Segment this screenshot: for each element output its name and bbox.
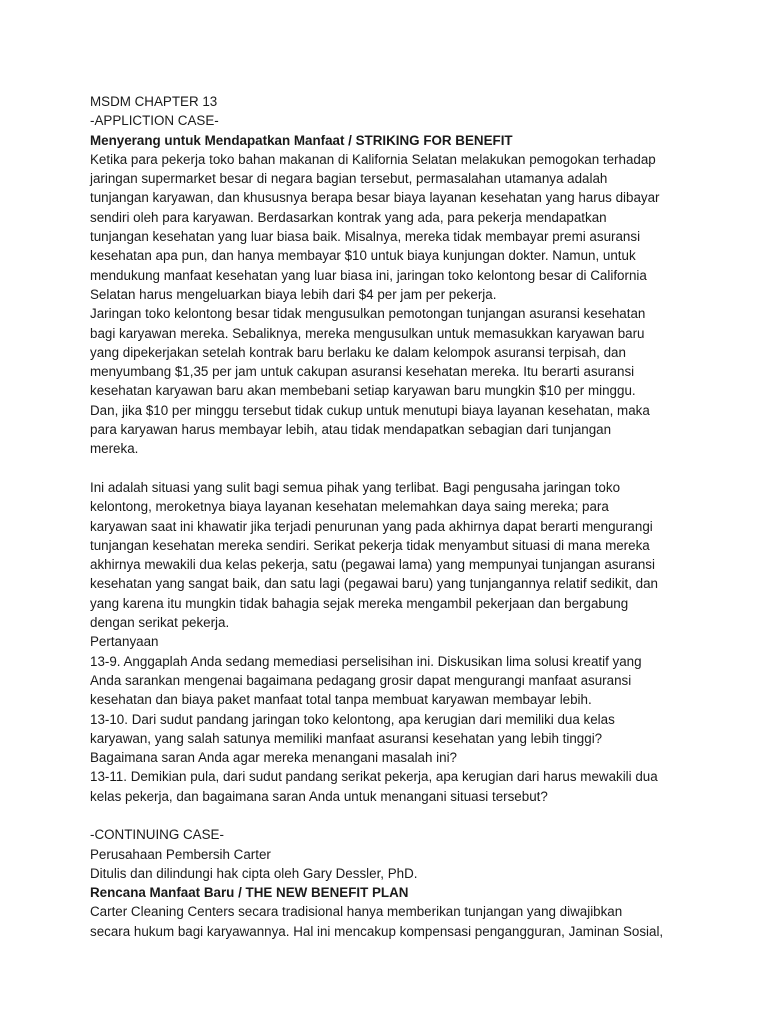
- text-line: yang karena itu mungkin tidak bahagia sejak mereka mengambil pekerjaan dan bergabung: [90, 595, 629, 611]
- text-line: kelontong, meroketnya biaya layanan kesehatan melemahkan daya saing mereka; para: [90, 499, 609, 515]
- continuing-case-title: Rencana Manfaat Baru / THE NEW BENEFIT PLAN: [90, 885, 409, 901]
- question-line: Anda sarankan mengenai bagaimana pedagang grosir dapat mengurangi manfaat asuransi: [90, 672, 632, 688]
- question-line: 13-10. Dari sudut pandang jaringan toko kelontong, apa kerugian dari memiliki dua kelas: [90, 711, 615, 727]
- paragraph-2: [90, 304, 690, 458]
- document-page: [90, 92, 690, 941]
- section-spacer: [90, 806, 690, 825]
- text-line: mendukung manfaat kesehatan yang luar biasa ini, jaringan toko kelontong besar di California: [90, 267, 647, 283]
- question-line: Bagaimana saran Anda agar mereka menangani masalah ini?: [90, 750, 457, 766]
- text-line: Selatan harus mengeluarkan biaya lebih dari $4 per jam per pekerja.: [90, 286, 497, 302]
- questions-heading: Pertanyaan: [90, 634, 159, 650]
- continuing-case-section: [90, 825, 690, 941]
- text-line: bagi karyawan mereka. Sebaliknya, mereka mengusulkan untuk memasukkan karyawan baru: [90, 325, 645, 341]
- continuing-case-label: -CONTINUING CASE-: [90, 827, 224, 843]
- text-line: tunjangan karyawan, dan khususnya berapa besar biaya layanan kesehatan yang harus dibayar: [90, 190, 660, 206]
- question-line: 13-9. Anggaplah Anda sedang memediasi perselisihan ini. Diskusikan lima solusi kreatif yang: [90, 653, 642, 669]
- text-line: kesehatan yang sangat baik, dan satu lagi (pegawai baru) yang tunjangannya relatif sedikit, dan: [90, 576, 658, 592]
- company-name: Perusahaan Pembersih Carter: [90, 846, 271, 862]
- text-line: dengan serikat pekerja.: [90, 615, 230, 631]
- question-line: kesehatan dan biaya paket manfaat total tanpa membuat karyawan membayar lebih.: [90, 692, 592, 708]
- question-line: kelas pekerja, dan bagaimana saran Anda untuk menangani situasi tersebut?: [90, 788, 548, 804]
- paragraph-spacer: [90, 459, 690, 478]
- paragraph-1: [90, 150, 690, 304]
- text-line: mereka.: [90, 441, 139, 457]
- text-line: secara hukum bagi karyawannya. Hal ini mencakup kompensasi pengangguran, Jaminan Sosial,: [90, 923, 664, 939]
- text-line: yang dipekerjakan setelah kontrak baru berlaku ke dalam kelompok asuransi terpisah, dan: [90, 344, 626, 360]
- text-line: para karyawan harus membayar lebih, atau tidak mendapatkan sebagian dari tunjangan: [90, 422, 612, 438]
- text-line: Dan, jika $10 per minggu tersebut tidak cukup untuk menutupi biaya layanan kesehatan, maka: [90, 402, 650, 418]
- question-line: 13-11. Demikian pula, dari sudut pandang serikat pekerja, apa kerugian dari harus mewakili dua: [90, 769, 658, 785]
- text-line: sendiri oleh para karyawan. Berdasarkan kontrak yang ada, para pekerja mendapatkan: [90, 209, 607, 225]
- chapter-heading: MSDM CHAPTER 13: [90, 94, 218, 109]
- questions-section: [90, 632, 690, 806]
- question-line: karyawan, yang salah satunya memiliki manfaat asuransi kesehatan yang lebih tinggi?: [90, 730, 603, 746]
- author-credit: Ditulis dan dilindungi hak cipta oleh Gary Dessler, PhD.: [90, 865, 418, 881]
- text-line: Ini adalah situasi yang sulit bagi semua pihak yang terlibat. Bagi pengusaha jaringan toko: [90, 479, 621, 495]
- text-line: tunjangan kesehatan mereka sendiri. Serikat pekerja tidak menyambut situasi di mana mereka: [90, 537, 650, 553]
- application-case-label: -APPLICTION CASE-: [90, 113, 219, 129]
- text-line: jaringan supermarket besar di negara bagian tersebut, permasalahan utamanya adalah: [90, 171, 608, 187]
- text-line: Jaringan toko kelontong besar tidak mengusulkan pemotongan tunjangan asuransi kesehatan: [90, 306, 646, 322]
- text-line: kesehatan karyawan baru akan membebani setiap karyawan baru mungkin $10 per minggu.: [90, 383, 636, 399]
- text-line: menyumbang $1,35 per jam untuk cakupan asuransi kesehatan mereka. Itu berarti asuransi: [90, 364, 635, 380]
- application-case-title: Menyerang untuk Mendapatkan Manfaat / STRIKING FOR BENEFIT: [90, 132, 513, 148]
- text-line: karyawan saat ini khawatir jika terjadi penurunan yang pada akhirnya dapat berarti mengurangi: [90, 518, 653, 534]
- text-line: tunjangan kesehatan yang luar biasa baik. Misalnya, mereka tidak membayar premi asuransi: [90, 229, 641, 245]
- text-line: akhirnya mewakili dua kelas pekerja, satu (pegawai lama) yang mempunyai tunjangan asuransi: [90, 557, 655, 573]
- paragraph-3: [90, 478, 690, 632]
- text-line: Carter Cleaning Centers secara tradisional hanya memberikan tunjangan yang diwajibkan: [90, 904, 623, 920]
- text-line: Ketika para pekerja toko bahan makanan di Kalifornia Selatan melakukan pemogokan terhadap: [90, 151, 656, 167]
- text-line: kesehatan apa pun, dan hanya membayar $10 untuk biaya kunjungan dokter. Namun, untuk: [90, 248, 636, 264]
